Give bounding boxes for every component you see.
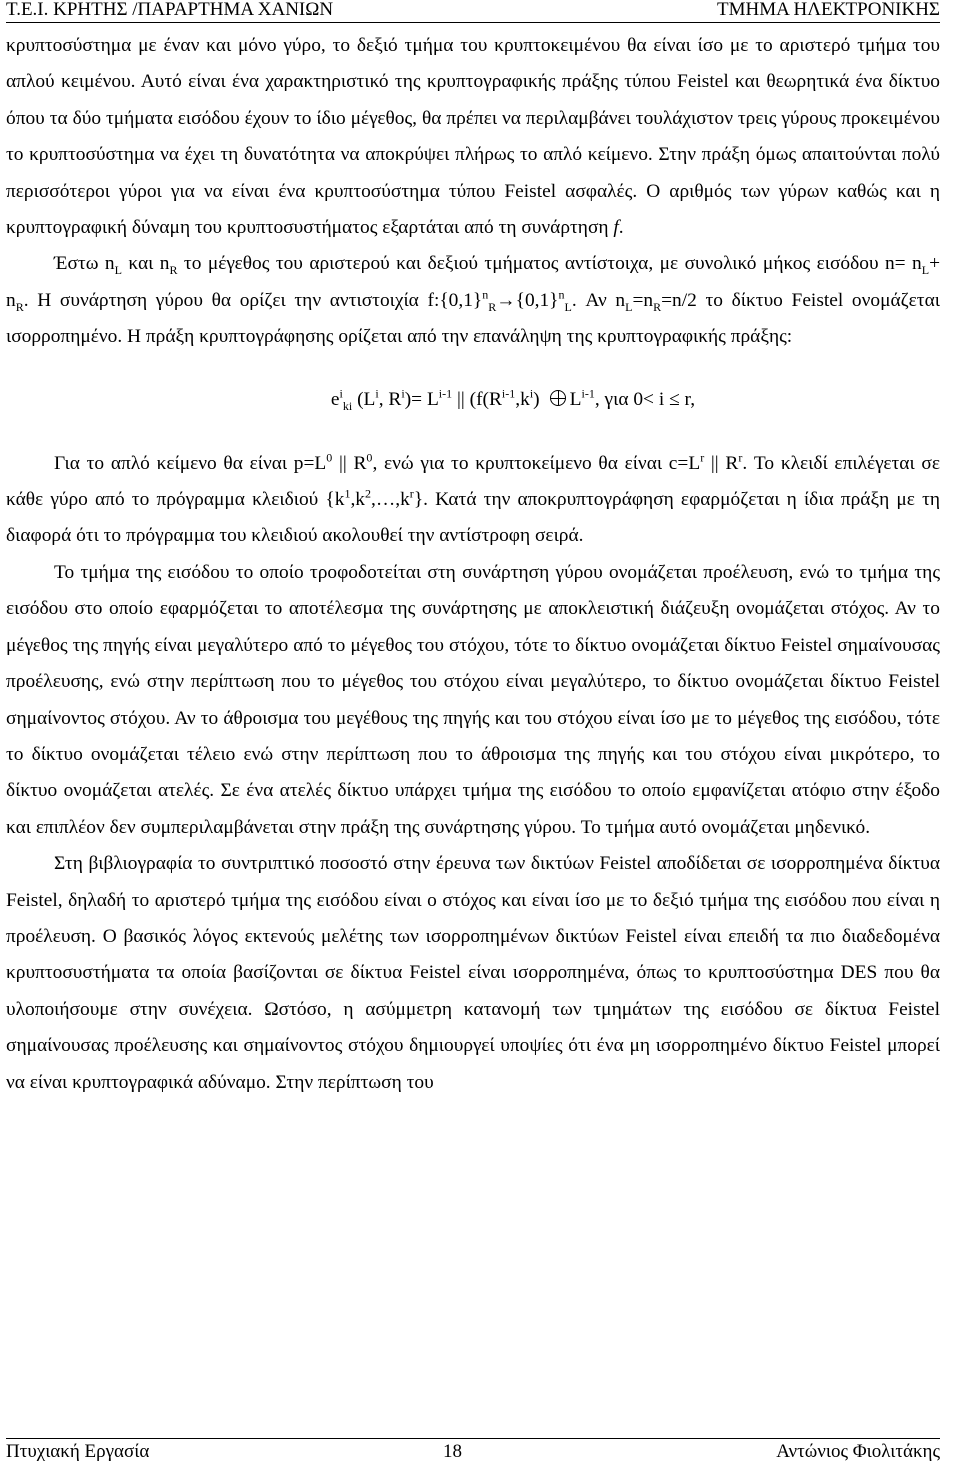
page-body — [6, 28, 940, 1101]
header-department: ΤΜΗΜΑ ΗΛΕΚΤΡΟΝΙΚΗΣ — [717, 0, 940, 20]
footer-title: Πτυχιακή Εργασία — [6, 1441, 150, 1462]
paragraph-feistel-rounds: κρυπτοσύστημα με έναν και μόνο γύρο, το δεξιό τμήμα του κρυπτοκειμένου θα είναι ίσο με το αριστερό τμήμα του απλού κειμένου. Αυτό είναι ένα χαρακτηριστικό της κρυπτογραφικής πράξης τύπου Feistel και θεωρητικά ένα δίκτυο όπου τα δύο τμήματα εισόδου έχουν το ίδιο μέγεθος, θα πρέπει να περιλαμβάνει τουλάχιστον τρεις γύρους προκειμένου το κρυπτοσύστημα να έχει τη δυνατότητα να αποκρύψει πλήρως το απλό κείμενο. Στην πράξη όμως απαιτούνται πολύ περισσότεροι γύροι για να είναι ένα κρυπτοσύστημα τύπου Feistel ασφαλές. Ο αριθμός των γύρων καθώς και η κρυπτογραφική δύναμη του κρυπτοσυστήματος εξαρτάται από τη συνάρτηση f. — [6, 35, 940, 239]
paragraph-round-function: Έστω $n_L$ και $n_R$ το μέγεθος του αριστερού και δεξιού τμήματος αντίστοιχα, με συνολικό μήκος εισόδου $n= n_L+ n_R$. Η συνάρτηση γύρου θα ορίζει την αντιστοιχία $f:\{0,1\}^n_R\to\{0,1\}^n_L$. Αν $n_L=n_R=n/2$ το δίκτυο Feistel ονομάζεται ισορροπημένο. Η πράξη κρυπτογράφησης ορίζεται από την επανάληψη της κρυπτογραφικής πράξης: — [6, 253, 940, 348]
paragraph-plaintext-key: Για το απλό κείμενο θα είναι $p=L^0$ || $R^0$, ενώ για το κρυπτοκείμενο θα είναι $c=L^r$ || $R^r$. Το κλειδί επιλέγεται σε κάθε γύρο από το πρόγραμμα κλειδιού $\{k^1,k^2,\dots,k^r\}$. Κατά την αποκρυπτογράφηση εφαρμόζεται η ίδια πράξη με τη διαφορά ότι το πρόγραμμα του κλειδιού ακολουθεί την αντίστροφη σειρά. — [6, 450, 941, 547]
header-institution: Τ.Ε.Ι. ΚΡΗΤΗΣ /ΠΑΡΑΡΤΗΜΑ ΧΑΝΙΩΝ — [6, 0, 334, 20]
paragraph-balanced-networks: Στη βιβλιογραφία το συντριπτικό ποσοστό στην έρευνα των δικτύων Feistel αποδίδεται σε ισορροπημένα δίκτυα Feistel, δηλαδή το αριστερό τμήμα της εισόδου είναι ο στόχος και είναι ίσο με το δεξιό τμήμα της εισόδου που είναι η προέλευση. Ο βασικός λόγος εκτενούς μελέτης των ισορροπημένων δικτύων Feistel είναι επειδή τα πιο διαδεδομένα κρυπτοσυστήματα τα οποία βασίζονται σε δίκτυα Feistel είναι ισορροπημένα, όπως το κρυπτοσύστημα DES που θα υλοποιήσουμε στην συνέχεια. Ωστόσο, η ασύμμετρη κατανομή των τμημάτων της εισόδου σε δίκτυα Feistel σημαίνουσας προέλευσης και σημαίνοντος στόχου δημιουργεί υποψίες ότι ένα μη ισορροπημένο δίκτυο Feistel μπορεί να είναι κρυπτογραφικά αδύναμο. Στην περίπτωση του — [6, 853, 940, 1093]
footer-author: Αντώνιος Φιολιτάκης — [776, 1441, 940, 1462]
paragraph-source-target: Το τμήμα της εισόδου το οποίο τροφοδοτείται στη συνάρτηση γύρου ονομάζεται προέλευση, ενώ το τμήμα της εισόδου στο οποίο εφαρμόζεται το αποτέλεσμα της συνάρτησης με αποκλειστική διάζευξη ονομάζεται στόχος. Αν το μέγεθος της πηγής είναι μεγαλύτερο από το μέγεθος του στόχου, τότε το δίκτυο ονομάζεται δίκτυο Feistel σημαίνουσας προέλευσης, ενώ στην περίπτωση που το μέγεθος του στόχου είναι μεγαλύτερο, το δίκτυο ονομάζεται δίκτυο Feistel σημαίνοντος στόχου. Αν το άθροισμα του μεγέθους της πηγής και του στόχου είναι ίσο με το μέγεθος της εισόδου, τότε το δίκτυο ονομάζεται τέλειο ενώ στην περίπτωση που το άθροισμα της πηγής και του στόχου είναι μικρότερο, το δίκτυο ονομάζεται ατελές. Σε ένα ατελές δίκτυο υπάρχει τμήμα της εισόδου το οποίο εμφανίζεται ατόφιο στην έξοδο και επιπλέον δεν συμπεριλαμβάνεται στην πράξη της συνάρτησης γύρου. Το τμήμα αυτό ονομάζεται μηδενικό. — [6, 561, 940, 838]
xor-icon — [550, 390, 566, 406]
encryption-formula: $e^i_{ki}$ ($L^i$, $R^i)= L^{i-1}$ || ($f(R^{i-1},k^i)$ $L^{i-1}$, για 0< i ≤ r, — [330, 386, 696, 413]
page-number: 18 — [443, 1441, 462, 1462]
page-footer — [6, 1438, 940, 1465]
page-header — [6, 0, 940, 23]
